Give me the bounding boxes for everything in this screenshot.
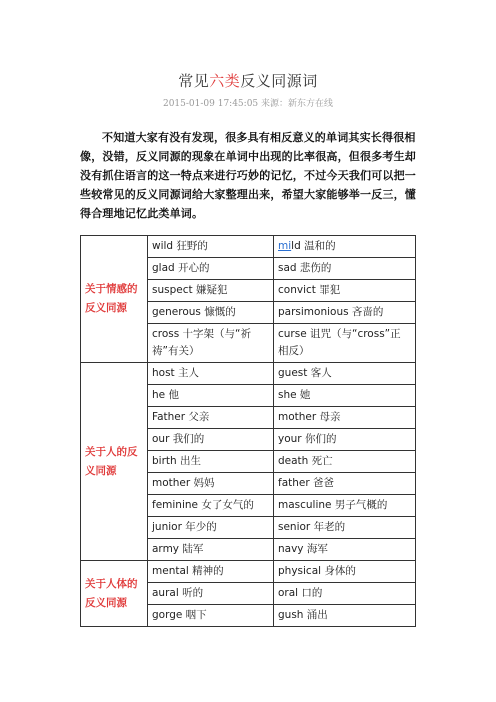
antonym-cell: physical 身体的: [274, 561, 416, 583]
word-cell: suspect 嫌疑犯: [148, 280, 274, 302]
word-cell: birth 出生: [148, 451, 274, 473]
word-cell: cross 十字架（与“祈祷”有关）: [148, 324, 274, 363]
word-cell: aural 听的: [148, 583, 274, 605]
antonym-cell: death 死亡: [274, 451, 416, 473]
word-cell: generous 慷慨的: [148, 302, 274, 324]
table-row: [81, 363, 416, 385]
word-cell: feminine 女了女气的: [148, 495, 274, 517]
antonym-cell: oral 口的: [274, 583, 416, 605]
intro-paragraph: 不知道大家有没有发现，很多具有相反意义的单词其实长得很相像，没错，反义同源的现象在单词中出现的比率很高，但很多考生却没有抓住语言的这一特点来进行巧妙的记忆，不过今天我们可以把一些较常见的反义同源词给大家整理出来，希望大家能够举一反三，懂得合理地记忆此类单词。: [80, 131, 416, 220]
antonym-cell: senior 年老的: [274, 517, 416, 539]
antonym-table: [80, 235, 416, 627]
title-text-end: 反义同源词: [240, 72, 318, 90]
antonym-cell: mother 母亲: [274, 407, 416, 429]
antonym-cell: curse 诅咒（与“cross”正相反）: [274, 324, 416, 363]
antonym-cell: gush 涌出: [274, 605, 416, 627]
antonym-text: ld 温和的: [291, 240, 336, 252]
word-cell: host 主人: [148, 363, 274, 385]
title-highlight: 六类: [209, 72, 241, 90]
word-cell: mental 精神的: [148, 561, 274, 583]
word-cell: Father 父亲: [148, 407, 274, 429]
misspelled-fragment: mi: [278, 240, 292, 252]
category-cell: 关于情感的反义同源: [81, 236, 148, 363]
category-cell: 关于人的反义同源: [81, 363, 148, 561]
word-cell: wild 狂野的: [148, 236, 274, 258]
word-cell: army 陆军: [148, 539, 274, 561]
antonym-cell: guest 客人: [274, 363, 416, 385]
antonym-cell: sad 悲伤的: [274, 258, 416, 280]
antonym-cell: convict 罪犯: [274, 280, 416, 302]
title-text-start: 常见: [178, 72, 210, 90]
antonym-cell: parsimonious 吝啬的: [274, 302, 416, 324]
antonym-cell: your 你们的: [274, 429, 416, 451]
category-cell: 关于人体的反义同源: [81, 561, 148, 627]
word-cell: he 他: [148, 385, 274, 407]
word-cell: our 我们的: [148, 429, 274, 451]
word-cell: mother 妈妈: [148, 473, 274, 495]
table-row: [81, 236, 416, 258]
antonym-cell: navy 海军: [274, 539, 416, 561]
table-row: [81, 561, 416, 583]
word-cell: junior 年少的: [148, 517, 274, 539]
antonym-cell: she 她: [274, 385, 416, 407]
antonym-cell: father 爸爸: [274, 473, 416, 495]
word-cell: glad 开心的: [148, 258, 274, 280]
antonym-cell: [274, 236, 416, 258]
page-title: [0, 70, 496, 91]
antonym-cell: masculine 男子气概的: [274, 495, 416, 517]
post-meta: 2015-01-09 17:45:05 来源：新东方在线: [162, 99, 334, 109]
word-cell: gorge 咽下: [148, 605, 274, 627]
